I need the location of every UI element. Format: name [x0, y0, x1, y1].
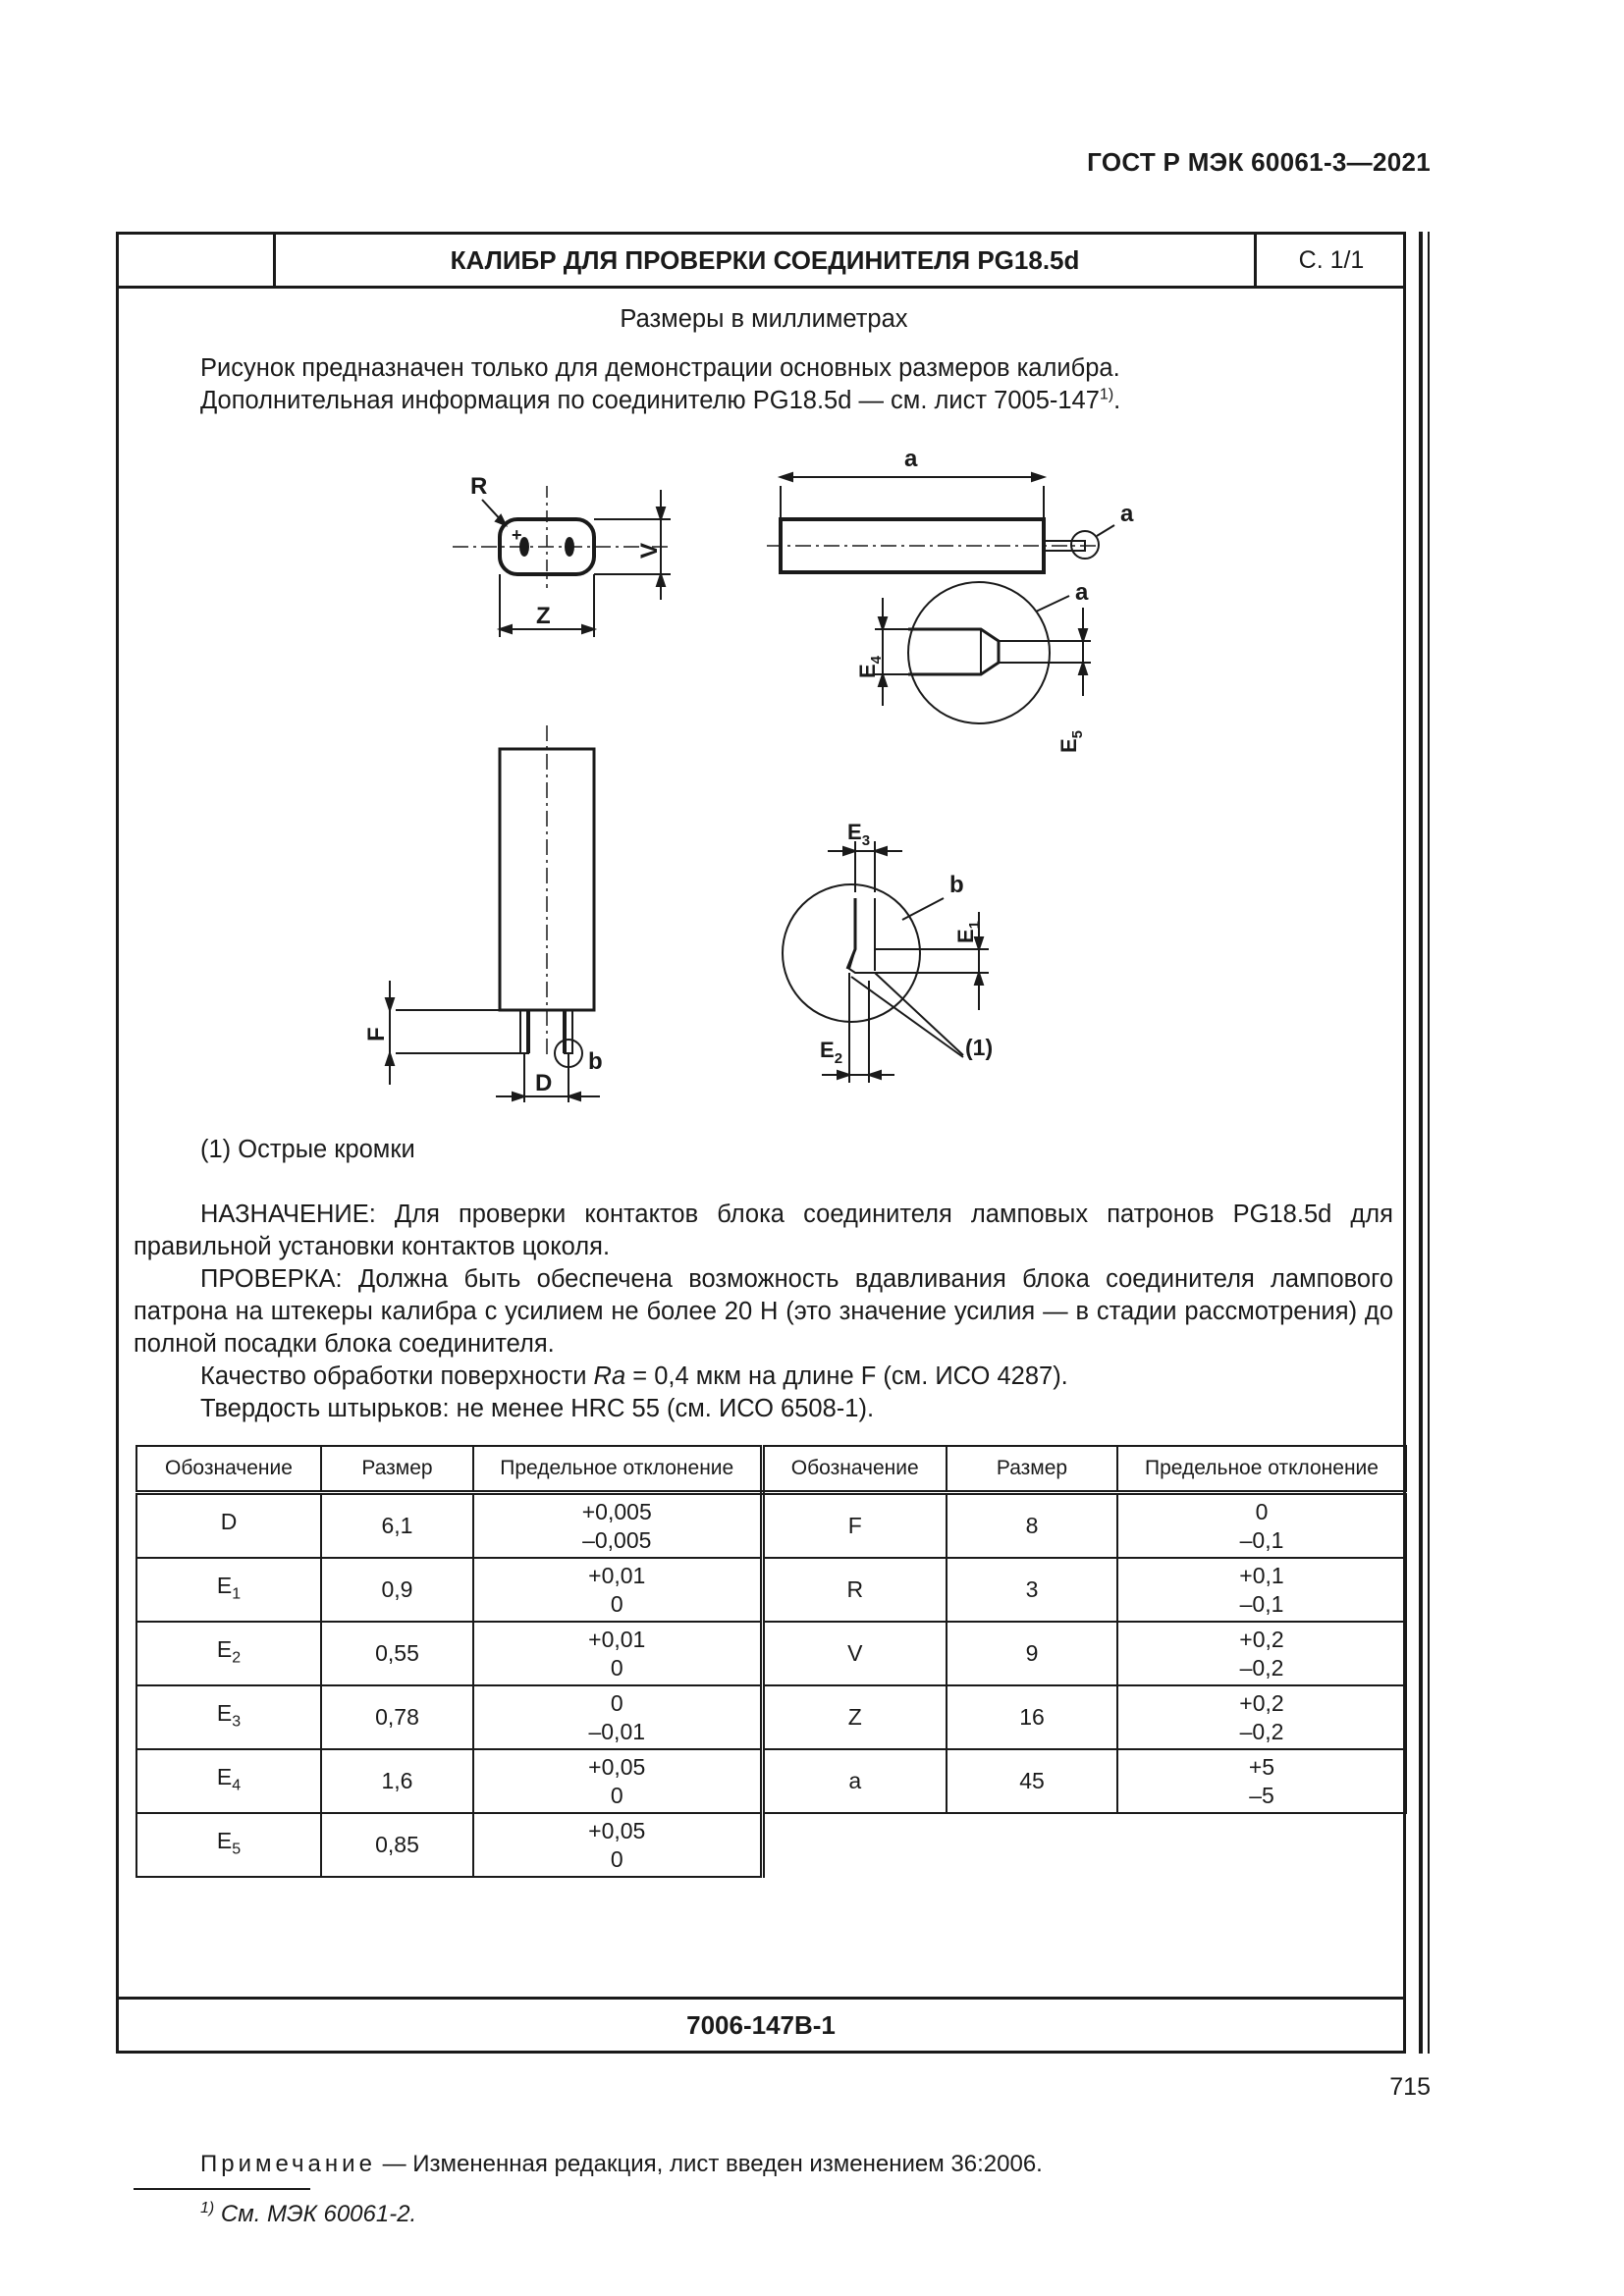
- hardness-paragraph: Твердость штырьков: не менее HRC 55 (см. ИСО 6508-1).: [200, 1395, 875, 1422]
- designation-cell: V: [762, 1622, 947, 1685]
- size-cell: 0,55: [321, 1622, 473, 1685]
- designation-cell: a: [762, 1749, 947, 1813]
- tolerance-cell: 0 –0,1: [1117, 1493, 1406, 1559]
- note: Примечание — Измененная редакция, лист введен изменением 36:2006.: [200, 2151, 1043, 2177]
- designation-cell: $E_4$: [136, 1749, 321, 1813]
- standard-designation: ГОСТ Р МЭК 60061-3—2021: [1087, 147, 1431, 177]
- sheet-number: С. 1/1: [1298, 246, 1365, 274]
- size-cell: 16: [947, 1685, 1117, 1749]
- designation-cell: R: [762, 1558, 947, 1622]
- header-designation-left: Обозначение: [136, 1446, 321, 1493]
- table-row: [136, 1685, 1406, 1749]
- table-row: [136, 1813, 1406, 1877]
- label-D: D: [535, 1070, 553, 1096]
- header-designation-right: Обозначение: [762, 1446, 947, 1493]
- footnote-rule: [134, 2188, 310, 2190]
- size-cell: 8: [947, 1493, 1117, 1559]
- header-size-left: Размер: [321, 1446, 473, 1493]
- designation-cell: $E_1$: [136, 1558, 321, 1622]
- tolerance-cell: 0 –0,01: [473, 1685, 762, 1749]
- label-a-side: a: [1120, 501, 1134, 527]
- designation-cell: F: [762, 1493, 947, 1559]
- sheet-footer: [119, 1997, 1403, 2051]
- tolerance-cell: +0,01 0: [473, 1622, 762, 1685]
- label-b-detail: b: [949, 872, 964, 898]
- legend-sharp-edges: (1) Острые кромки: [200, 1136, 415, 1163]
- table-row: [136, 1558, 1406, 1622]
- header-size-right: Размер: [947, 1446, 1117, 1493]
- designation-cell: $E_2$: [136, 1622, 321, 1685]
- page-number: 715: [1389, 2073, 1431, 2101]
- label-E5: $E_5$: [1056, 729, 1086, 753]
- units-caption: Размеры в миллиметрах: [620, 305, 908, 333]
- intro-line-1: Рисунок предназначен только для демонстрации основных размеров калибра.: [200, 354, 1120, 382]
- tolerance-cell: +5 –5: [1117, 1749, 1406, 1813]
- label-R: R: [470, 473, 488, 500]
- size-cell: 6,1: [321, 1493, 473, 1559]
- size-cell: 9: [947, 1622, 1117, 1685]
- check-paragraph: ПРОВЕРКА: Должна быть обеспечена возможность вдавливания блока соединителя лампового патрона на штекеры калибра с усилием не более 20 Н (это значение усилия — в стадии рассмотрения) до полной посадки блока соединителя.: [134, 1265, 1393, 1358]
- label-F: F: [363, 1027, 390, 1041]
- tolerance-cell: +0,05 0: [473, 1749, 762, 1813]
- size-cell: 0,9: [321, 1558, 473, 1622]
- front-view: [386, 725, 600, 1102]
- purpose-paragraph: НАЗНАЧЕНИЕ: Для проверки контактов блока соединителя ламповых патронов PG18.5d для правильной установки контактов цоколя.: [134, 1201, 1393, 1260]
- label-E2: $E_2$: [820, 1038, 843, 1067]
- sheet-code: 7006-147B-1: [686, 2010, 836, 2040]
- size-cell: 3: [947, 1558, 1117, 1622]
- footnote: $^{1)}$ См. МЭК 60061-2.: [200, 2200, 417, 2227]
- sheet-title: КАЛИБР ДЛЯ ПРОВЕРКИ СОЕДИНИТЕЛЯ PG18.5d: [450, 245, 1080, 275]
- designation-cell: D: [136, 1493, 321, 1559]
- size-cell: 0,85: [321, 1813, 473, 1877]
- size-cell: 1,6: [321, 1749, 473, 1813]
- tolerance-cell: +0,1 –0,1: [1117, 1558, 1406, 1622]
- label-plus: +: [512, 525, 522, 545]
- intro-line-2: Дополнительная информация по соединителю PG18.5d — см. лист 7005-147$^{1)}$.: [200, 386, 1121, 414]
- label-V: V: [636, 542, 663, 559]
- tolerance-cell: +0,2 –0,2: [1117, 1685, 1406, 1749]
- label-Z: Z: [536, 603, 551, 629]
- label-sharp-edges: (1): [965, 1035, 994, 1060]
- detail-b: [731, 235, 989, 1083]
- label-b-front: b: [588, 1048, 603, 1075]
- dimensions-table: [135, 1445, 1407, 1878]
- detail-a: [875, 582, 1091, 723]
- tolerance-cell: +0,005 –0,005: [473, 1493, 762, 1559]
- size-cell: 0,78: [321, 1685, 473, 1749]
- size-cell: 45: [947, 1749, 1117, 1813]
- label-E1: $E_1$: [953, 920, 983, 943]
- header-tolerance-left: Предельное отклонение: [473, 1446, 762, 1493]
- tolerance-cell: +0,05 0: [473, 1813, 762, 1877]
- table-row: [136, 1622, 1406, 1685]
- label-E4: $E_4$: [855, 655, 885, 678]
- gauge-drawing: [119, 235, 1409, 1118]
- designation-cell: $E_3$: [136, 1685, 321, 1749]
- designation-cell: $E_5$: [136, 1813, 321, 1877]
- table-row: [136, 1493, 1406, 1559]
- end-view: [453, 486, 671, 637]
- description-text: [134, 1199, 1393, 1425]
- table-header-row: [136, 1446, 1406, 1493]
- tolerance-cell: +0,2 –0,2: [1117, 1622, 1406, 1685]
- label-a-detail: a: [1075, 579, 1089, 606]
- side-view: [767, 473, 1114, 572]
- label-E3: $E_3$: [847, 820, 871, 849]
- tolerance-cell: +0,01 0: [473, 1558, 762, 1622]
- quality-paragraph: Качество обработки поверхности Ra = 0,4 мкм на длине F (см. ИСО 4287).: [200, 1362, 1068, 1390]
- header-tolerance-right: Предельное отклонение: [1117, 1446, 1406, 1493]
- designation-cell: Z: [762, 1685, 947, 1749]
- table-row: [136, 1749, 1406, 1813]
- label-a-top: a: [904, 446, 918, 472]
